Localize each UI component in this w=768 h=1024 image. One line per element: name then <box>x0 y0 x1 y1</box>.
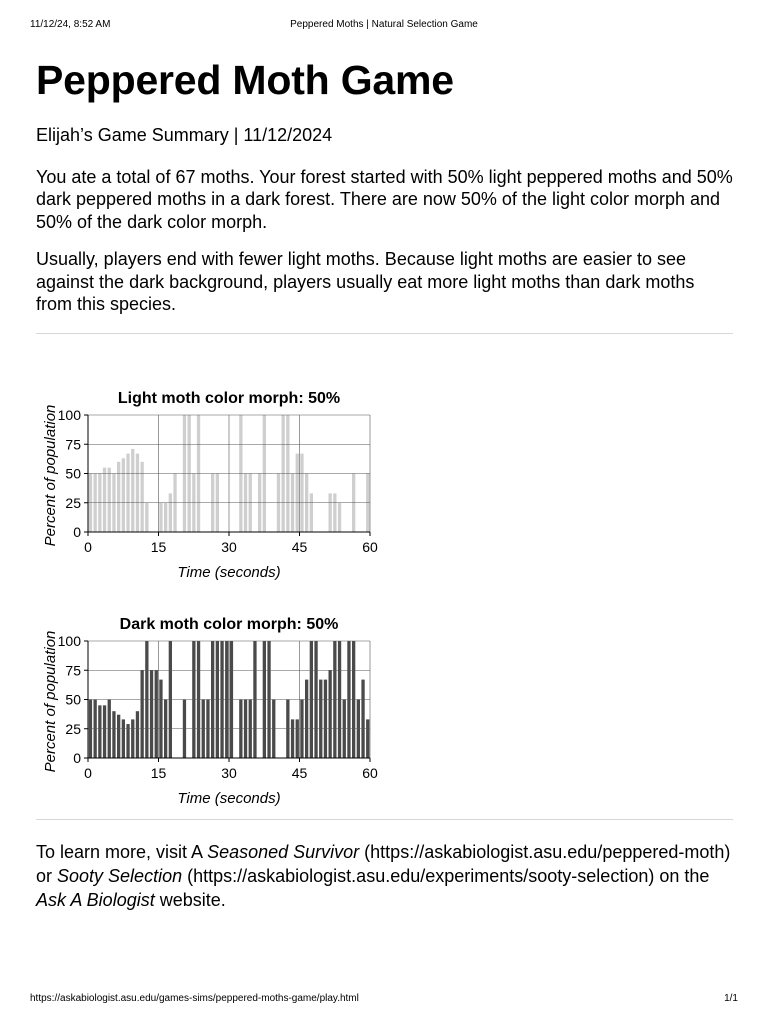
chart-bar <box>103 706 106 759</box>
divider-bottom <box>36 819 733 820</box>
y-tick-label: 50 <box>65 691 81 708</box>
print-page-number: 1/1 <box>724 993 738 1004</box>
chart-bar <box>305 680 308 758</box>
page-title: Peppered Moth Game <box>36 57 454 103</box>
y-axis-label: Percent of population <box>42 405 59 547</box>
seasoned-survivor-url: (https://askabiologist.asu.edu/peppered-moth) <box>359 842 731 863</box>
chart-bar <box>361 680 364 758</box>
y-tick-label: 0 <box>73 524 81 541</box>
y-tick-label: 75 <box>65 662 81 679</box>
chart-bar <box>338 503 341 532</box>
chart-bar <box>333 494 336 533</box>
chart-bar <box>141 462 144 532</box>
chart-bar <box>145 503 148 532</box>
light-moth-chart <box>36 358 396 584</box>
chart-bar <box>126 454 129 532</box>
x-tick-label: 0 <box>84 539 92 556</box>
chart-bar <box>296 720 299 759</box>
y-tick-label: 0 <box>73 750 81 767</box>
sooty-selection-link[interactable]: Sooty Selection <box>57 866 183 887</box>
print-footer <box>30 993 738 1007</box>
print-page-title: Peppered Moths | Natural Selection Game <box>290 19 478 30</box>
chart-bar <box>117 462 120 532</box>
chart-bar <box>296 454 299 532</box>
learn-more-on-the: on the <box>654 866 710 887</box>
chart-bar <box>150 671 153 759</box>
chart-bar <box>329 671 332 759</box>
y-tick-label: 100 <box>57 633 81 650</box>
x-tick-label: 45 <box>291 539 308 556</box>
x-tick-label: 30 <box>221 539 237 556</box>
chart-bar <box>169 494 172 533</box>
learn-more-suffix: website. <box>154 890 226 911</box>
game-summary-line: Elijah’s Game Summary | 11/12/2024 <box>36 125 333 145</box>
chart-bar <box>122 720 125 759</box>
learn-more-paragraph <box>36 840 733 912</box>
chart-title: Light moth color morph: 50% <box>117 390 341 408</box>
chart-bar <box>103 468 106 532</box>
x-axis-label: Time (seconds) <box>177 790 281 808</box>
chart-bar <box>300 454 303 532</box>
y-tick-label: 75 <box>65 436 81 453</box>
x-tick-label: 15 <box>150 539 167 556</box>
sooty-selection-url: (https://askabiologist.asu.edu/experiments/sooty-selection) <box>182 866 655 887</box>
chart-bar <box>136 454 139 532</box>
print-url: https://askabiologist.asu.edu/games-sims/peppered-moths-game/play.html <box>30 993 359 1004</box>
chart-bar <box>164 503 167 532</box>
x-tick-label: 45 <box>291 765 308 782</box>
learn-more-mid: or <box>36 866 58 887</box>
chart-bar <box>329 494 332 533</box>
print-date: 11/12/24, 8:52 AM <box>30 19 111 30</box>
chart-bar <box>112 712 115 759</box>
learn-more-prefix: To learn more, visit A <box>36 842 208 863</box>
explanation-paragraph: Usually, players end with fewer light moths. Because light moths are easier to see against the dark background, players usually eat more light moths than dark moths from this species. <box>36 249 695 315</box>
chart-bar <box>310 494 313 533</box>
chart-bar <box>319 680 322 758</box>
y-tick-label: 25 <box>65 721 81 738</box>
chart-bar <box>98 706 101 759</box>
x-tick-label: 60 <box>362 539 378 556</box>
y-tick-label: 100 <box>57 407 81 424</box>
print-header <box>30 19 738 33</box>
ask-a-biologist-link[interactable]: Ask A Biologist <box>36 890 155 911</box>
dark-moth-chart <box>36 584 396 810</box>
x-tick-label: 0 <box>84 765 92 782</box>
chart-bar <box>155 671 158 759</box>
seasoned-survivor-link[interactable]: Seasoned Survivor <box>207 842 360 863</box>
results-paragraph: You ate a total of 67 moths. Your forest started with 50% light peppered moths and 50% dark peppered moths in a dark forest. There are now 50% of the light color morph and 50% of the dark color morph. <box>36 167 733 232</box>
chart-title: Dark moth color morph: 50% <box>119 616 339 634</box>
chart-bar <box>159 680 162 758</box>
y-axis-label: Percent of population <box>42 631 59 773</box>
y-tick-label: 50 <box>65 465 81 482</box>
chart-bar <box>126 725 129 759</box>
y-tick-label: 25 <box>65 495 81 512</box>
chart-bar <box>122 459 125 533</box>
chart-bar <box>131 720 134 759</box>
chart-bar <box>141 671 144 759</box>
chart-bar <box>108 468 111 532</box>
chart-bar <box>159 503 162 532</box>
chart-svg <box>36 584 396 810</box>
divider-top <box>36 333 733 334</box>
x-axis-label: Time (seconds) <box>177 564 281 582</box>
chart-bar <box>131 449 134 532</box>
chart-svg <box>36 358 396 584</box>
chart-bar <box>117 715 120 758</box>
x-tick-label: 60 <box>362 765 378 782</box>
chart-bar <box>136 712 139 759</box>
x-tick-label: 15 <box>150 765 167 782</box>
page-content <box>36 52 733 912</box>
chart-bar <box>291 720 294 759</box>
chart-bar <box>366 720 369 759</box>
x-tick-label: 30 <box>221 765 237 782</box>
chart-bar <box>324 680 327 758</box>
